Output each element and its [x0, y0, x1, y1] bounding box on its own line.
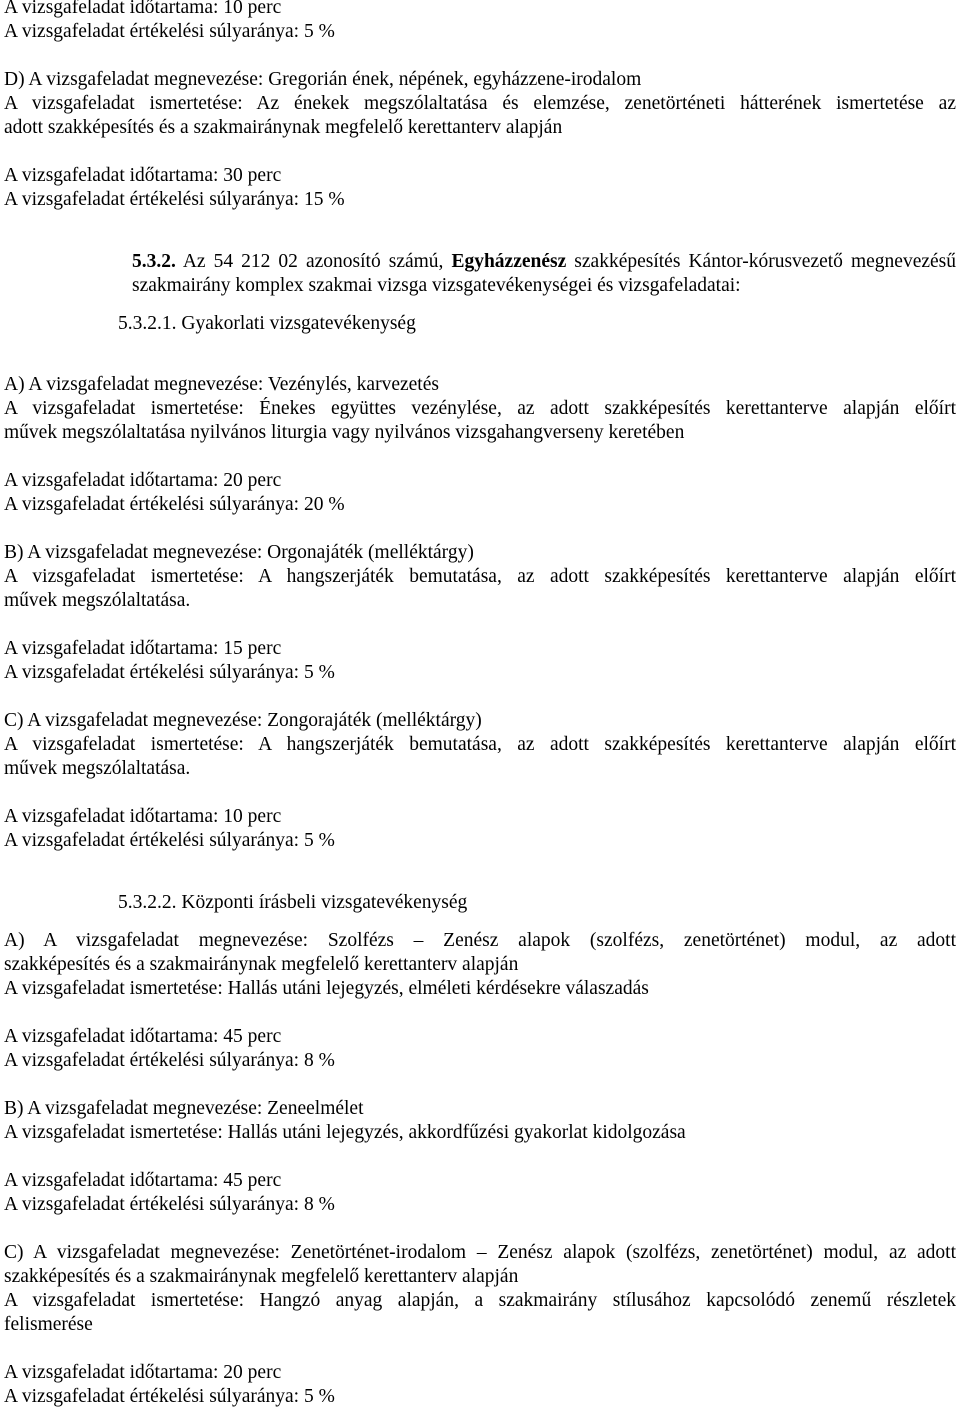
practical-task-a-duration: A vizsgafeladat időtartama: 20 perc: [4, 470, 282, 491]
section-number: 5.3.2.: [132, 251, 176, 272]
qualification-name: Egyházzenész: [451, 251, 567, 272]
practical-task-b-weight: A vizsgafeladat értékelési súlyaránya: 5 %: [4, 662, 335, 683]
written-task-c-description-line: felismerése: [4, 1314, 93, 1335]
section-532-title: [132, 250, 956, 274]
practical-task-a-name: A) A vizsgafeladat megnevezése: Vezénylés, karvezetés: [4, 374, 439, 395]
written-task-b-weight: A vizsgafeladat értékelési súlyaránya: 8 %: [4, 1194, 335, 1215]
practical-task-b-duration: A vizsgafeladat időtartama: 15 perc: [4, 638, 282, 659]
practical-task-b-description-line: művek megszólaltatása.: [4, 590, 191, 611]
task-d-name: D) A vizsgafeladat megnevezése: Gregorián ének, népének, egyházzene-irodalom: [4, 69, 642, 90]
practical-task-c-duration: A vizsgafeladat időtartama: 10 perc: [4, 806, 282, 827]
section-text: szakképesítés Kántor-kórusvezető megnevezésű: [566, 251, 956, 272]
practical-task-c-description-line: művek megszólaltatása.: [4, 758, 191, 779]
prev-task-weight: A vizsgafeladat értékelési súlyaránya: 5 %: [4, 21, 335, 42]
written-task-c-duration: A vizsgafeladat időtartama: 20 perc: [4, 1362, 282, 1383]
practical-task-a-description-line: A vizsgafeladat ismertetése: Énekes együttes vezénylése, az adott szakképesítés kerettanterve alapján előírt: [4, 398, 956, 419]
written-task-b-description: A vizsgafeladat ismertetése: Hallás utáni lejegyzés, akkordfűzési gyakorlat kidolgozása: [4, 1122, 686, 1143]
written-task-b-name: B) A vizsgafeladat megnevezése: Zeneelmélet: [4, 1098, 364, 1119]
written-heading: 5.3.2.2. Központi írásbeli vizsgatevékenység: [118, 892, 468, 913]
practical-task-a-description-line: művek megszólaltatása nyilvános liturgia vagy nyilvános vizsgahangverseny keretében: [4, 422, 685, 443]
section-532-title-line2: szakmairány komplex szakmai vizsga vizsgatevékenységei és vizsgafeladatai:: [132, 275, 741, 296]
practical-task-b-description-line: A vizsgafeladat ismertetése: A hangszerjáték bemutatása, az adott szakképesítés kerettanterve alapján előírt: [4, 566, 956, 587]
task-d-description-line: adott szakképesítés és a szakmairánynak megfelelő kerettanterv alapján: [4, 117, 563, 138]
task-d-weight: A vizsgafeladat értékelési súlyaránya: 15 %: [4, 189, 345, 210]
written-task-a-duration: A vizsgafeladat időtartama: 45 perc: [4, 1026, 282, 1047]
written-task-a-description: A vizsgafeladat ismertetése: Hallás utáni lejegyzés, elméleti kérdésekre válaszadás: [4, 978, 649, 999]
practical-task-c-name: C) A vizsgafeladat megnevezése: Zongorajáték (melléktárgy): [4, 710, 482, 731]
practical-heading: 5.3.2.1. Gyakorlati vizsgatevékenység: [118, 313, 416, 334]
written-task-c-description-line: A vizsgafeladat ismertetése: Hangzó anyag alapján, a szakmairány stílusához kapcsolódó zenemű részletek: [4, 1290, 956, 1311]
written-task-c-name-line: szakképesítés és a szakmairánynak megfelelő kerettanterv alapján: [4, 1266, 519, 1287]
prev-task-duration: A vizsgafeladat időtartama: 10 perc: [4, 0, 282, 18]
written-task-c-name-line: C) A vizsgafeladat megnevezése: Zenetörténet-irodalom – Zenész alapok (szolfézs, zenetörténet) modul, az adott: [4, 1242, 956, 1263]
written-task-b-duration: A vizsgafeladat időtartama: 45 perc: [4, 1170, 282, 1191]
practical-task-c-weight: A vizsgafeladat értékelési súlyaránya: 5 %: [4, 830, 335, 851]
practical-task-c-description-line: A vizsgafeladat ismertetése: A hangszerjáték bemutatása, az adott szakképesítés kerettanterve alapján előírt: [4, 734, 956, 755]
written-task-c-weight: A vizsgafeladat értékelési súlyaránya: 5 %: [4, 1386, 335, 1407]
practical-task-b-name: B) A vizsgafeladat megnevezése: Orgonajáték (melléktárgy): [4, 542, 474, 563]
task-d-description-line: A vizsgafeladat ismertetése: Az énekek megszólaltatása és elemzése, zenetörténeti hátterének ismertetése az: [4, 93, 956, 114]
practical-task-a-weight: A vizsgafeladat értékelési súlyaránya: 20 %: [4, 494, 345, 515]
written-task-a-name-line: szakképesítés és a szakmairánynak megfelelő kerettanterv alapján: [4, 954, 519, 975]
section-text: Az 54 212 02 azonosító számú,: [175, 251, 452, 272]
written-task-a-weight: A vizsgafeladat értékelési súlyaránya: 8 %: [4, 1050, 335, 1071]
task-d-duration: A vizsgafeladat időtartama: 30 perc: [4, 165, 282, 186]
written-task-a-name-line: A) A vizsgafeladat megnevezése: Szolfézs – Zenész alapok (szolfézs, zenetörténet) modul, az adott: [4, 930, 956, 951]
